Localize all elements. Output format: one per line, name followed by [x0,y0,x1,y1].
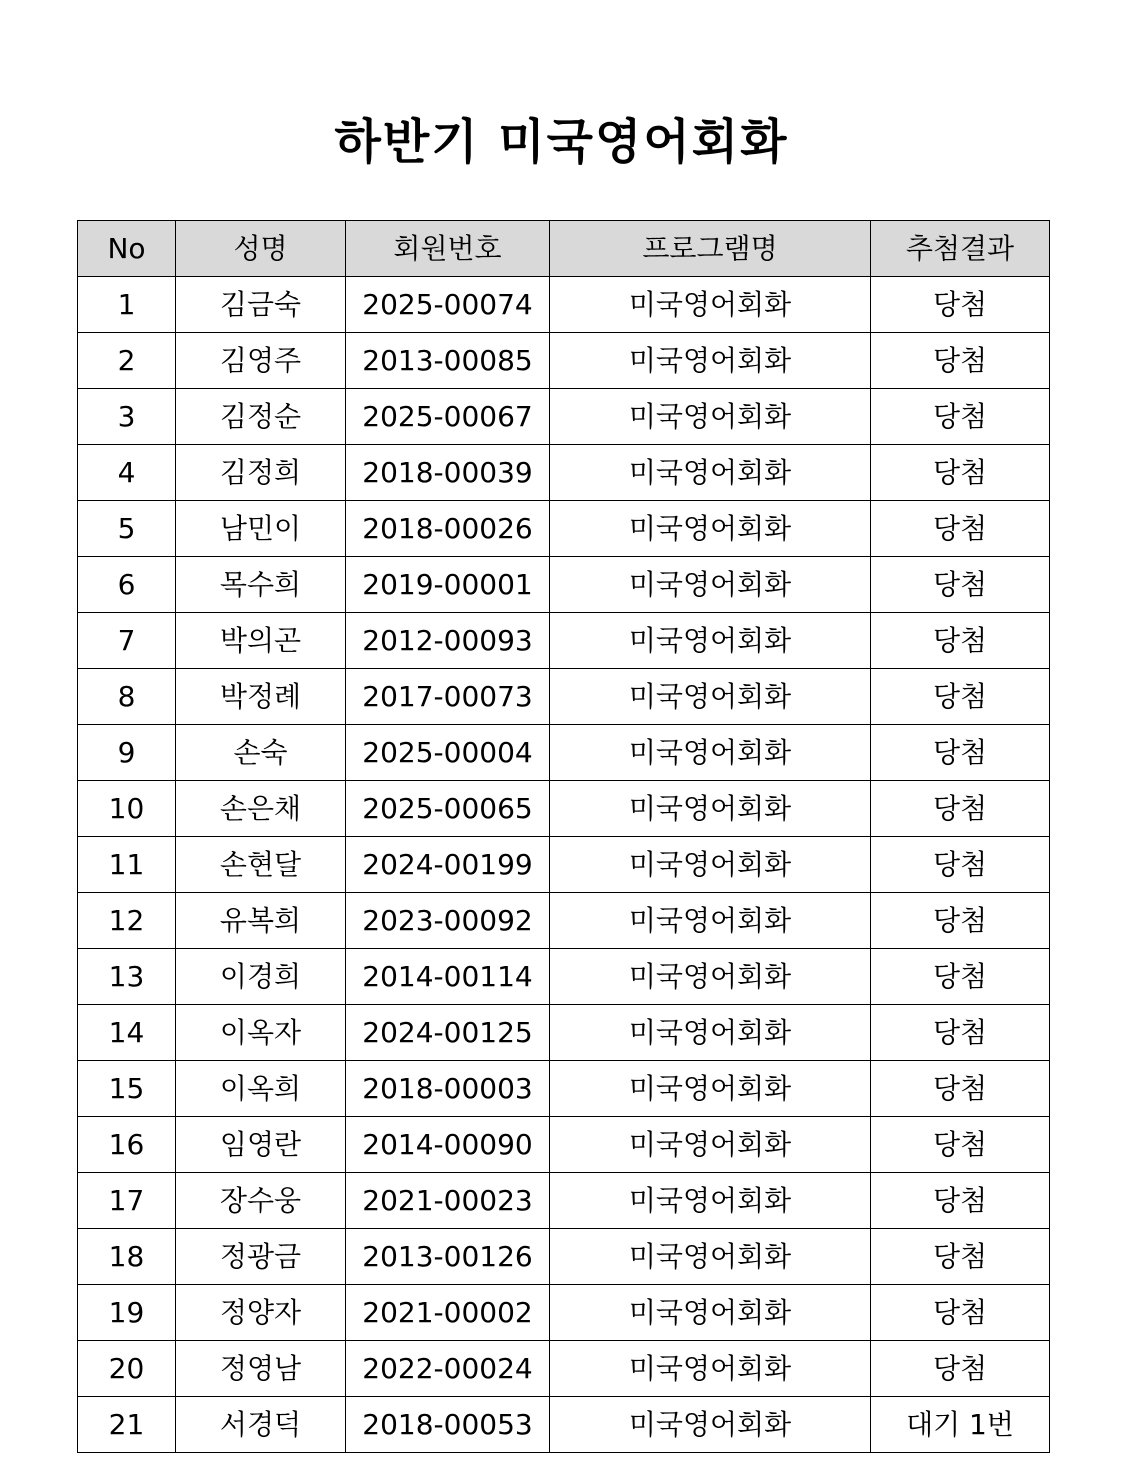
cell-program: 미국영어회화 [550,949,871,1005]
table-row [78,389,1050,445]
cell-program: 미국영어회화 [550,1005,871,1061]
table-row [78,837,1050,893]
cell-no: 4 [78,445,176,501]
cell-name: 김금숙 [176,277,346,333]
cell-member-id: 2025-00074 [346,277,550,333]
cell-program: 미국영어회화 [550,557,871,613]
table-row [78,333,1050,389]
cell-no: 17 [78,1173,176,1229]
cell-member-id: 2018-00003 [346,1061,550,1117]
cell-no: 8 [78,669,176,725]
cell-member-id: 2013-00085 [346,333,550,389]
cell-result: 당첨 [871,1229,1050,1285]
cell-result: 당첨 [871,893,1050,949]
table-row [78,613,1050,669]
cell-name: 김정순 [176,389,346,445]
header-member-id: 회원번호 [346,221,550,277]
cell-result: 당첨 [871,1341,1050,1397]
table-row [78,725,1050,781]
table-row [78,1117,1050,1173]
cell-member-id: 2014-00114 [346,949,550,1005]
cell-member-id: 2021-00023 [346,1173,550,1229]
lottery-result-table [77,220,1050,1453]
cell-result: 당첨 [871,445,1050,501]
cell-member-id: 2019-00001 [346,557,550,613]
cell-program: 미국영어회화 [550,1117,871,1173]
cell-result: 대기 1번 [871,1397,1050,1453]
cell-name: 장수웅 [176,1173,346,1229]
cell-no: 18 [78,1229,176,1285]
cell-result: 당첨 [871,1005,1050,1061]
table-row [78,1229,1050,1285]
table-row [78,1397,1050,1453]
cell-member-id: 2025-00004 [346,725,550,781]
cell-name: 손현달 [176,837,346,893]
cell-result: 당첨 [871,557,1050,613]
cell-result: 당첨 [871,1285,1050,1341]
cell-member-id: 2024-00125 [346,1005,550,1061]
cell-name: 임영란 [176,1117,346,1173]
cell-program: 미국영어회화 [550,613,871,669]
cell-result: 당첨 [871,837,1050,893]
cell-result: 당첨 [871,333,1050,389]
cell-name: 김정희 [176,445,346,501]
cell-no: 21 [78,1397,176,1453]
cell-name: 정광금 [176,1229,346,1285]
table-row [78,1173,1050,1229]
cell-name: 박의곤 [176,613,346,669]
cell-program: 미국영어회화 [550,333,871,389]
cell-no: 14 [78,1005,176,1061]
cell-name: 정양자 [176,1285,346,1341]
header-result: 추첨결과 [871,221,1050,277]
cell-program: 미국영어회화 [550,1397,871,1453]
cell-name: 남민이 [176,501,346,557]
cell-result: 당첨 [871,781,1050,837]
table-row [78,445,1050,501]
cell-result: 당첨 [871,613,1050,669]
cell-member-id: 2017-00073 [346,669,550,725]
cell-no: 12 [78,893,176,949]
header-name: 성명 [176,221,346,277]
table-row [78,781,1050,837]
cell-no: 5 [78,501,176,557]
cell-program: 미국영어회화 [550,1173,871,1229]
cell-no: 6 [78,557,176,613]
cell-name: 이경희 [176,949,346,1005]
cell-no: 1 [78,277,176,333]
cell-member-id: 2022-00024 [346,1341,550,1397]
cell-no: 7 [78,613,176,669]
cell-member-id: 2023-00092 [346,893,550,949]
cell-program: 미국영어회화 [550,893,871,949]
cell-result: 당첨 [871,949,1050,1005]
table-row [78,1005,1050,1061]
table-row [78,669,1050,725]
cell-member-id: 2018-00026 [346,501,550,557]
cell-member-id: 2012-00093 [346,613,550,669]
header-program: 프로그램명 [550,221,871,277]
cell-no: 13 [78,949,176,1005]
cell-name: 박정례 [176,669,346,725]
cell-result: 당첨 [871,669,1050,725]
cell-program: 미국영어회화 [550,781,871,837]
cell-member-id: 2021-00002 [346,1285,550,1341]
cell-program: 미국영어회화 [550,669,871,725]
cell-no: 9 [78,725,176,781]
table-row [78,1341,1050,1397]
cell-result: 당첨 [871,501,1050,557]
cell-name: 목수희 [176,557,346,613]
cell-name: 유복희 [176,893,346,949]
cell-program: 미국영어회화 [550,445,871,501]
cell-result: 당첨 [871,1117,1050,1173]
cell-no: 20 [78,1341,176,1397]
cell-program: 미국영어회화 [550,1285,871,1341]
cell-name: 김영주 [176,333,346,389]
cell-name: 손숙 [176,725,346,781]
cell-no: 3 [78,389,176,445]
cell-member-id: 2018-00039 [346,445,550,501]
header-no: No [78,221,176,277]
header-row [78,221,1050,277]
cell-member-id: 2025-00067 [346,389,550,445]
cell-program: 미국영어회화 [550,1341,871,1397]
cell-member-id: 2024-00199 [346,837,550,893]
cell-result: 당첨 [871,1173,1050,1229]
cell-no: 16 [78,1117,176,1173]
cell-program: 미국영어회화 [550,837,871,893]
cell-member-id: 2018-00053 [346,1397,550,1453]
document-title: 하반기 미국영어회화 [334,114,789,171]
cell-result: 당첨 [871,1061,1050,1117]
cell-member-id: 2014-00090 [346,1117,550,1173]
cell-program: 미국영어회화 [550,277,871,333]
cell-no: 15 [78,1061,176,1117]
table-row [78,557,1050,613]
cell-result: 당첨 [871,277,1050,333]
cell-program: 미국영어회화 [550,389,871,445]
cell-program: 미국영어회화 [550,501,871,557]
cell-name: 이옥희 [176,1061,346,1117]
cell-member-id: 2025-00065 [346,781,550,837]
table-row [78,1285,1050,1341]
cell-name: 손은채 [176,781,346,837]
cell-no: 10 [78,781,176,837]
table-row [78,1061,1050,1117]
cell-name: 서경덕 [176,1397,346,1453]
table-row [78,501,1050,557]
table-row [78,277,1050,333]
cell-result: 당첨 [871,389,1050,445]
table-row [78,949,1050,1005]
cell-name: 정영남 [176,1341,346,1397]
cell-no: 11 [78,837,176,893]
table-body [78,277,1050,1453]
cell-program: 미국영어회화 [550,725,871,781]
table-row [78,893,1050,949]
cell-result: 당첨 [871,725,1050,781]
cell-no: 2 [78,333,176,389]
cell-name: 이옥자 [176,1005,346,1061]
cell-member-id: 2013-00126 [346,1229,550,1285]
cell-program: 미국영어회화 [550,1061,871,1117]
cell-no: 19 [78,1285,176,1341]
cell-program: 미국영어회화 [550,1229,871,1285]
